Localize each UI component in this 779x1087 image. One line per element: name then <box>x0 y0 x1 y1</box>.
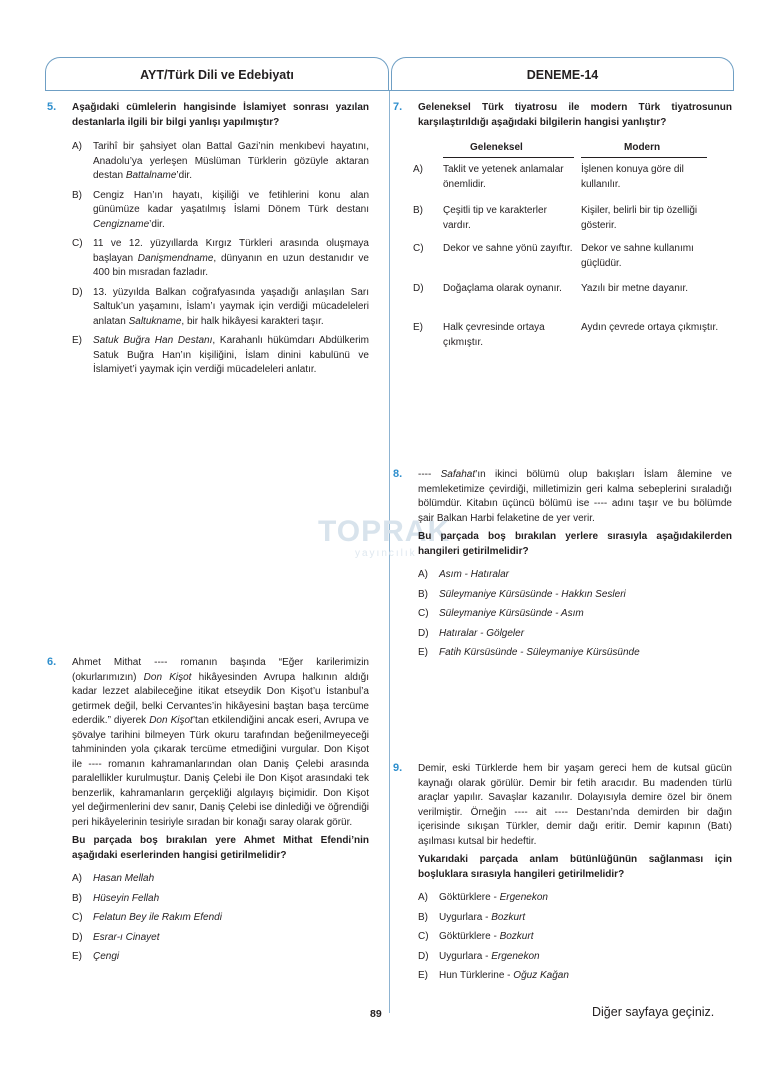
page-number: 89 <box>370 1008 382 1020</box>
q9-option-e-text: Hun Türklerine - <box>439 970 514 981</box>
q9-number: 9. <box>393 762 403 774</box>
q6-option-b-text: Hüseyin Fellah <box>93 892 160 904</box>
q5-option-c-end: , dünyanın en uzun destanıdır ve 400 bin mısradan fazladır. <box>93 252 369 278</box>
q5-option-d-end: , bir halk hikâyesi karakteri taşır. <box>181 315 324 327</box>
q6-option-a-text: Hasan Mellah <box>93 873 155 884</box>
q8-option-b[interactable] <box>418 588 732 603</box>
q7-row-e-modern: Aydın çevrede ortaya çıkmıştır. <box>581 322 719 333</box>
q9-option-d[interactable] <box>418 950 732 965</box>
q5-option-d[interactable] <box>72 286 369 330</box>
q8-passage-start: ---- <box>418 469 441 480</box>
q5-option-e-italic: Satuk Buğra Han Destanı <box>93 335 213 346</box>
q7-col-modern: Modern <box>624 142 661 153</box>
q6-option-d-text: Esrar-ı Cinayet <box>93 931 160 943</box>
q9-option-d-text: Uygurlara - <box>439 950 492 962</box>
q6-passage-3: ’tan etkilendiğini ancak eseri, Avrupa ve şövalye tarihini bilmeyen Türk okuru tarafından beğenilmeyeceği tahmininden yola çıkarak tercüme etmediğini vurgular. Don Kişot ile ---- romanın kahramanlarından olan Daniş Çelebi arasında paralellikler kurulmuştur. Daniş Çelebi ile Don Kişot arasındaki tek benzerlik, kahramanların gerçekliği algılayış biçimidir. Don Kişot yel değirmenlerini dev sanır, Daniş Çelebi ise dinlediği ve öğrendiği peri hikâyelerinin tesiriyle sıradan bir konağı saray olarak görür. <box>72 715 369 828</box>
q6-option-b[interactable] <box>72 892 369 907</box>
q6-passage-2: hikâyesinden Avrupa halkının aldığı kadar lezzet alabileceğine itikat etseydik Don Kişot’u İstanbul’a getirmek değil, belki Cervantes’in hikâyesini baştan başa tercüme ederdik.” diyerek <box>72 671 370 726</box>
watermark-sub: yayıncılık <box>355 548 417 559</box>
question-6 <box>72 656 369 965</box>
q5-option-e[interactable] <box>72 334 369 378</box>
q9-option-d-label: D) <box>418 950 429 962</box>
q6-number: 6. <box>47 656 57 668</box>
q5-option-e-label: E) <box>72 335 82 346</box>
q9-stem: Yukarıdaki parçada anlam bütünlüğünün sağlanması için boşluklara sırasıyla hangileri getirilmelidir? <box>418 854 732 880</box>
q5-option-d-italic: Saltukname <box>128 315 182 327</box>
q6-option-c-label: C) <box>72 912 83 923</box>
q6-option-e-text: Çengi <box>93 951 120 962</box>
q7-row-b-modern: Kişiler, belirli bir tip özelliği gösterir. <box>581 205 698 231</box>
q7-row-e-label: E) <box>413 322 423 333</box>
q5-option-b-text: Cengiz Han’ın hayatı, kişiliği ve fetihlerini konu alan günümüze kadar yaşatılmış İslami Dönem Türk destanı <box>93 189 369 215</box>
q6-option-e-label: E) <box>72 951 82 962</box>
q9-option-b-label: B) <box>418 911 428 923</box>
q9-option-e-italic: Oğuz Kağan <box>513 970 569 981</box>
q8-option-c-label: C) <box>418 608 429 619</box>
watermark-logo: TOPRAK <box>318 515 451 548</box>
q8-number: 8. <box>393 468 403 480</box>
q6-option-c[interactable] <box>72 911 369 926</box>
q6-passage <box>72 656 369 830</box>
q5-option-c-italic: Danişmendname <box>137 252 214 264</box>
q9-option-d-italic: Ergenekon <box>491 950 540 962</box>
q9-option-a-label: A) <box>418 892 428 903</box>
q5-option-a-end: ’dir. <box>176 170 192 181</box>
q9-option-e[interactable] <box>418 969 732 984</box>
q6-option-c-text: Felatun Bey ile Rakım Efendi <box>93 912 222 923</box>
q8-option-a[interactable] <box>418 568 732 583</box>
q5-option-a[interactable] <box>72 140 369 184</box>
q9-option-b-italic: Bozkurt <box>491 911 526 923</box>
q8-option-b-text: Süleymaniye Kürsüsünde - Hakkın Sesleri <box>439 588 626 600</box>
q8-option-d-text: Hatıralar - Gölgeler <box>439 627 525 639</box>
q5-option-d-label: D) <box>72 286 83 298</box>
q6-option-a[interactable] <box>72 872 369 887</box>
q8-option-a-label: A) <box>418 569 428 580</box>
q8-option-b-label: B) <box>418 588 428 600</box>
q5-option-e-text: , Karahanlı hükümdarı Abdülkerim Satuk Buğra Han’ın kişiliğini, İslam dinini kabulünü ve İslamiyet’i yaymak için verdiği mücadeleleri anlatır. <box>93 335 369 375</box>
q8-option-c-text: Süleymaniye Kürsüsünde - Asım <box>439 608 584 619</box>
q8-stem: Bu parçada boş bırakılan yerlere sırasıyla aşağıdakilerden hangileri getirilmelidir? <box>418 531 732 557</box>
header-exam-text: DENEME-14 <box>526 67 599 82</box>
q7-row-c-geleneksel: Dekor ve sahne yönü zayıftır. <box>443 243 573 254</box>
q8-passage-text: ’ın ikinci bölümü olup bakışları İslam âlemine ve memleketimize çevirdiği, milletimizin geri kalma sebeplerini sıraladığı bölümdür. Kitabın üçüncü bölümü ise ---- adını taşır ve bu bölümde şair Balkan Harbi felaketine de yer verir. <box>418 469 732 524</box>
q5-option-b-end: ’dir. <box>149 218 165 230</box>
q7-row-c-modern: Dekor ve sahne kullanımı güçlüdür. <box>581 243 694 269</box>
q7-row-d-modern: Yazılı bir metne dayanır. <box>581 283 689 294</box>
q6-passage-italic-1: Don Kişot <box>143 671 192 683</box>
q7-stem: Geleneksel Türk tiyatrosu ile modern Türk tiyatrosunun karşılaştırıldığı aşağıdaki bilgilerin hangisi yanlıştır? <box>418 102 732 128</box>
question-5 <box>72 101 369 378</box>
q6-option-e[interactable] <box>72 950 369 965</box>
q8-option-c[interactable] <box>418 607 732 622</box>
q8-option-d[interactable] <box>418 627 732 642</box>
q5-option-b-italic: Cengizname <box>93 218 150 230</box>
q9-option-c-italic: Bozkurt <box>499 931 534 942</box>
q6-option-d-label: D) <box>72 931 83 943</box>
q7-col-modern-rule <box>581 157 707 158</box>
question-8 <box>418 468 732 661</box>
q6-option-a-label: A) <box>72 873 82 884</box>
q8-option-d-label: D) <box>418 627 429 639</box>
q6-passage-italic-2: Don Kişot <box>149 715 193 726</box>
q5-number: 5. <box>47 101 57 113</box>
q9-option-b[interactable] <box>418 911 732 926</box>
q9-option-e-label: E) <box>418 970 428 981</box>
q8-passage <box>418 468 732 526</box>
header-subject-text: AYT/Türk Dili ve Edebiyatı <box>140 67 294 82</box>
question-9 <box>418 762 732 984</box>
q8-option-e-text: Fatih Kürsüsünde - Süleymaniye Kürsüsünde <box>439 647 640 658</box>
q8-passage-italic: Safahat <box>440 469 476 480</box>
q9-option-c-text: Göktürklere - <box>439 931 500 942</box>
q9-option-a[interactable] <box>418 891 732 906</box>
q5-option-d-text: 13. yüzyılda Balkan coğrafyasında yaşadığı anlaşılan Sarı Saltuk’un yaşamını, İslam’ı yaymak için verdiği mücadeleleri anlatan <box>93 286 369 327</box>
q7-row-d-label: D) <box>413 283 424 294</box>
q9-option-c[interactable] <box>418 930 732 945</box>
q5-option-b[interactable] <box>72 189 369 233</box>
q7-row-c-label: C) <box>413 243 424 254</box>
q7-number: 7. <box>393 101 403 113</box>
q9-option-a-italic: Ergenekon <box>499 892 548 903</box>
header-subject <box>45 57 389 91</box>
q9-passage: Demir, eski Türklerde hem bir yaşam gereci hem de kutsal gücün kaynağı olarak görülür. Demir bir fetih aracıdır. Bu madenden türlü araçlar yapılır. Savaşlar kazanılır. Dolayısıyla demire özel bir önem verilmiştir. Örneğin ---- ait ---- Destanı’nda demirden bir dağın içerisinde sıkışan Türkler, demir dağı eritir. Demir kapının (Batı) aşılması kutsal bir hedeftir. <box>418 763 732 847</box>
q7-row-b-geleneksel: Çeşitli tip ve karakterler vardır. <box>443 205 547 231</box>
q5-option-a-italic: Battalname <box>125 170 177 181</box>
q6-option-d[interactable] <box>72 931 369 946</box>
q9-option-a-text: Göktürklere - <box>439 892 500 903</box>
q5-option-c-label: C) <box>72 238 83 249</box>
q5-option-a-label: A) <box>72 141 82 152</box>
q5-option-c-text: 11 ve 12. yüzyıllarda Kırgız Türkleri arasında oluşmaya başlayan <box>93 238 369 264</box>
q7-col-geleneksel-rule <box>443 157 574 158</box>
q5-stem: Aşağıdaki cümlelerin hangisinde İslamiyet sonrası yazılan destanlarla ilgili bir bilgi yanlışı yapılmıştır? <box>72 102 369 128</box>
q9-option-b-text: Uygurlara - <box>439 911 492 923</box>
q7-comparison-table <box>413 141 733 371</box>
q8-option-a-text: Asım - Hatıralar <box>439 569 510 580</box>
question-7 <box>418 101 732 130</box>
q7-row-e-geleneksel: Halk çevresinde ortaya çıkmıştır. <box>443 322 545 348</box>
q7-col-geleneksel: Geleneksel <box>470 142 523 153</box>
q7-row-a-label: A) <box>413 164 423 175</box>
q6-option-b-label: B) <box>72 892 82 904</box>
q7-row-b-label: B) <box>413 205 423 216</box>
header-exam <box>391 57 734 91</box>
q8-option-e-label: E) <box>418 647 428 658</box>
q6-stem: Bu parçada boş bırakılan yere Ahmet Mithat Efendi’nin aşağıdaki eserlerinden hangisi getirilmelidir? <box>72 835 369 861</box>
q8-option-e[interactable] <box>418 646 732 661</box>
q7-row-d-geleneksel: Doğaçlama olarak oynanır. <box>443 283 562 294</box>
q7-row-a-modern: İşlenen konuya göre dil kullanılır. <box>581 164 684 190</box>
q5-option-a-text: Tarihî bir şahsiyet olan Battal Gazi’nin menkıbevi hayatını, Anadolu’ya yerleşen Müslüman Türklerin gözüyle aktaran destan <box>93 141 369 181</box>
q7-row-a-geleneksel: Taklit ve yetenek anlamalar önemlidir. <box>443 164 564 190</box>
q9-option-c-label: C) <box>418 931 429 942</box>
q5-option-b-label: B) <box>72 189 82 201</box>
next-page-note: Diğer sayfaya geçiniz. <box>592 1005 715 1019</box>
q6-passage-1: Ahmet Mithat ---- romanın başında “Eğer karilerimizin (okurlarımızın) <box>72 657 369 683</box>
q5-option-c[interactable] <box>72 237 369 281</box>
